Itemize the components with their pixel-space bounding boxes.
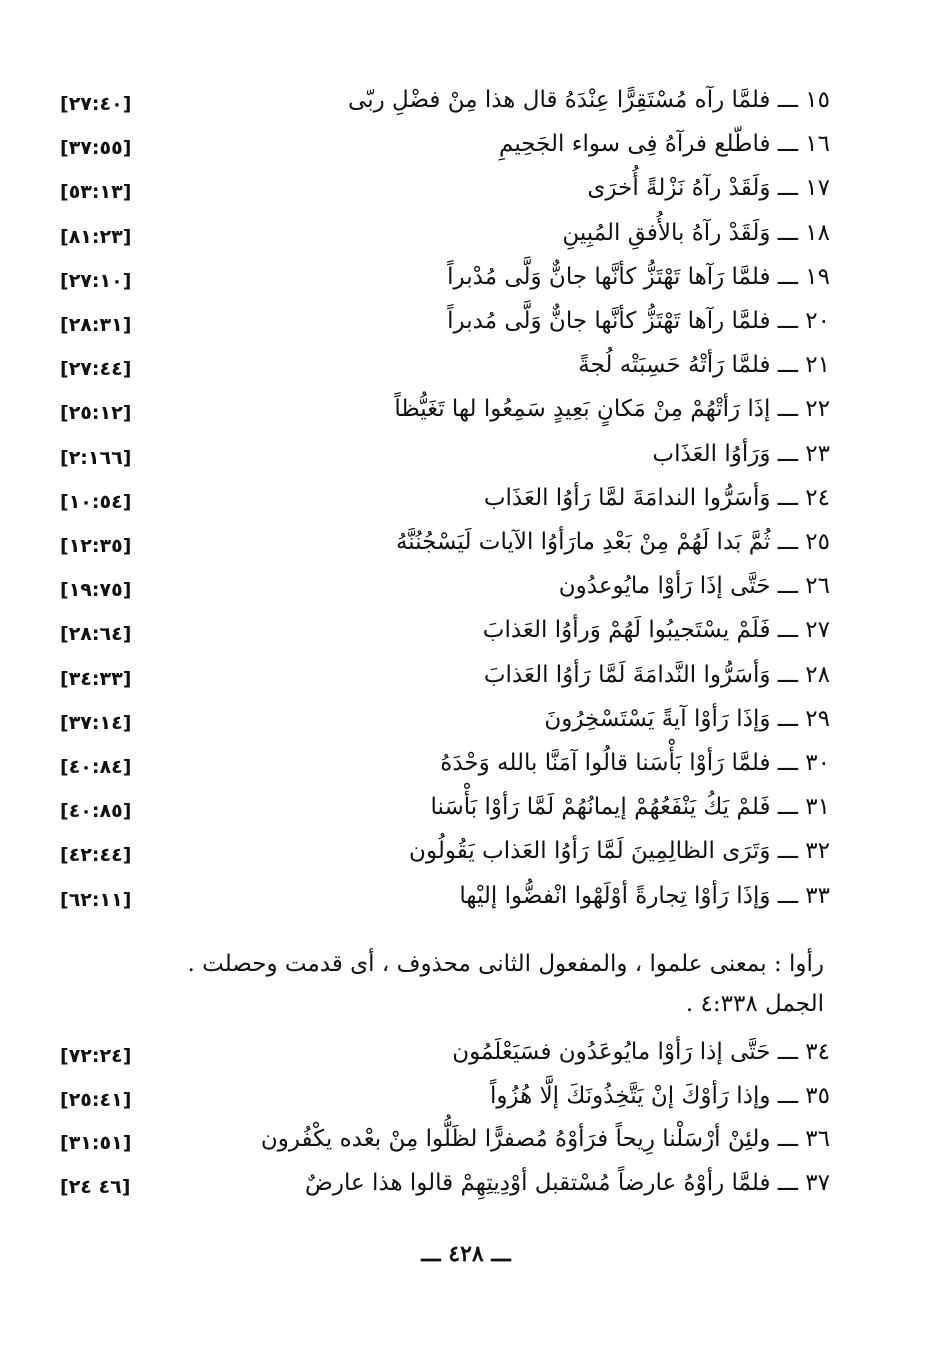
verse-text: ٣٥ ـــ وإذا رَأوْكَ إنْ يَتَّخِذُونَكَ إلَّا هُزُواً <box>489 1082 830 1109</box>
verse-reference: [٤٢:٤٤] <box>60 844 132 867</box>
verse-text: ١٨ ـــ وَلَقَدْ رآهُ بالأُفقِ المُبِينِ <box>562 219 830 246</box>
verse-reference: [٣١:٥١] <box>60 1132 132 1154</box>
verse-text: ٣٠ ـــ فلمَّا رَأوْا بَأْسَنا قالُوا آمَنَّا بالله وَحْدَهُ <box>440 750 830 776</box>
verse-text: ٣٣ ـــ وَإذَا رَأوْا تِجارةً أوْلَهْوا انْفضُّوا إليْها <box>459 882 830 909</box>
verse-text: ١٩ ـــ فلمَّا رَآها تَهْتَزُّ كأنَّها جانٌّ وَلَّى مُدْبراً <box>447 263 830 290</box>
verse-text: ١٦ ـــ فاطّلع فرآهُ فِى سواء الجَحِيمِ <box>499 131 830 158</box>
verse-reference: [٢٧:٤٠] <box>60 93 132 115</box>
verse-text: ٢١ ـــ فلمَّا رَأتْهُ حَسِبَتْه لُجةً <box>578 352 830 379</box>
verse-reference: [٢٥:١٢] <box>60 402 132 425</box>
verse-reference: [٢:١٦٦] <box>60 446 132 469</box>
verse-reference: [٢٧:٤٤] <box>60 358 132 381</box>
verse-entry <box>60 699 830 743</box>
verse-reference: [٢٧:١٠] <box>60 269 132 292</box>
verse-reference: [٧٢:٢٤] <box>60 1045 132 1067</box>
verse-text: ٣١ ـــ فَلمْ يَكُ يَنْفَعُهُمْ إيمانُهُمْ لَمَّا رَأوْا بَأْسَنا <box>430 794 830 821</box>
verse-entry <box>60 1119 830 1163</box>
verse-text: ٣٦ ـــ ولئِنْ أرْسَلْنا رِيحاً فرَأوْهُ مُصفرًّا لظَلُّوا مِنْ بعْده يكْفُرون <box>260 1126 830 1152</box>
verse-reference: [٣٧:٥٥] <box>60 137 132 160</box>
verse-reference: [١٩:٧٥] <box>60 579 132 602</box>
verse-reference: [٤٦ ٢٤] <box>60 1175 131 1198</box>
verse-text: ٣٤ ـــ حَتَّى إذا رَأوْا مايُوعَدُون فسَيَعْلَمُون <box>452 1039 830 1065</box>
verse-reference: [٢٥:٤١] <box>60 1088 132 1111</box>
verse-entry <box>60 1076 830 1120</box>
verse-text: ٢٤ ـــ وَأسَرُّوا الندامَةَ لمَّا رَأوُا العَذَاب <box>483 484 830 511</box>
verse-text: ١٧ ـــ وَلَقَدْ رآهُ نَزْلةً أُخرَى <box>587 175 830 202</box>
verse-entry <box>60 213 830 257</box>
verse-reference: [٥٣:١٣] <box>60 181 132 204</box>
verse-entry <box>60 478 830 522</box>
page-number: ـــ ٤٢٨ ـــ <box>421 1241 511 1267</box>
verse-entry <box>60 876 830 920</box>
verse-text: ٢٨ ـــ وَأسَرُّوا النَّدامَةَ لَمَّا رَأوُا العَذابَ <box>483 661 830 688</box>
verse-entry <box>60 124 830 168</box>
verse-reference: [١٢:٣٥] <box>60 535 132 557</box>
verse-entry <box>60 522 830 566</box>
verse-text: ٣٧ ـــ فلمَّا رأوْهُ عارضاً مُسْتقبل أوْدِيتِهِمْ قالوا هذا عارضٌ <box>305 1169 830 1196</box>
verse-reference: [٢٨:٦٤] <box>60 623 132 646</box>
verse-reference: [٤٠:٨٤] <box>60 756 132 778</box>
verse-entry <box>60 1163 830 1207</box>
verse-entry <box>60 743 830 787</box>
verse-entry <box>60 257 830 301</box>
verse-entry <box>60 301 830 345</box>
verse-text: ٢٣ ـــ وَرَأوُا العَذَاب <box>652 440 830 467</box>
verse-text: ٢٠ ـــ فلمَّا رآها تَهْتَزُّ كأنَّها جانٌّ وَلَّى مُدبراً <box>447 308 830 334</box>
verse-text: ١٥ ـــ فلمَّا رآه مُسْتَقِرًّا عِنْدَهُ قال هذا مِنْ فضْلِ ربّى <box>348 87 830 113</box>
verse-text: ٣٢ ـــ وَتَرَى الظالِمِينَ لَمَّا رَأوُا العَذاب يَقُولُون <box>409 838 830 865</box>
verse-reference: [٣٧:١٤] <box>60 711 132 734</box>
verse-entry <box>60 655 830 699</box>
verse-text: ٢٥ ـــ ثُمَّ بَدا لَهُمْ مِنْ بَعْدِ مارَأوُا الآيات لَيَسْجُنُنَّهُ <box>395 529 830 555</box>
verse-entry <box>60 1032 830 1076</box>
verse-reference: [٨١:٢٣] <box>60 225 132 248</box>
verse-text: ٢٧ ـــ فَلَمْ يسْتَجيبُوا لَهُمْ وَرأوُا العَذابَ <box>482 617 830 644</box>
verse-text: ٢٩ ـــ وَإذَا رَأوْا آيةً يَسْتَسْخِرُونَ <box>544 705 830 732</box>
verse-reference: [٢٨:٣١] <box>60 314 132 336</box>
verse-reference: [٤٠:٨٥] <box>60 800 132 823</box>
footnote-line-2: الجمل ٤:٣٣٨ . <box>685 991 824 1017</box>
verse-reference: [١٠:٥٤] <box>60 490 132 513</box>
verse-entry <box>60 80 830 124</box>
verse-reference: [٣٤:٣٣] <box>60 667 132 690</box>
verse-entry <box>60 168 830 212</box>
verse-entry <box>60 610 830 654</box>
verse-text: ٢٦ ـــ حَتَّى إذَا رَأوْا مايُوعدُون <box>558 573 830 600</box>
verse-entry <box>60 434 830 478</box>
verse-text: ٢٢ ـــ إذَا رَأتْهُمْ مِنْ مَكانٍ بَعِيدٍ سَمِعُوا لها تَغَيُّظاً <box>394 396 830 423</box>
verse-entry <box>60 566 830 610</box>
verse-entry <box>60 787 830 831</box>
verse-entry <box>60 345 830 389</box>
footnote-line-1: رأوا : بمعنى علموا ، والمفعول الثانى محذوف ، أى قدمت وحصلت . <box>187 951 824 977</box>
verse-entry <box>60 389 830 433</box>
verse-entry <box>60 831 830 875</box>
verse-reference: [٦٢:١١] <box>60 888 132 911</box>
